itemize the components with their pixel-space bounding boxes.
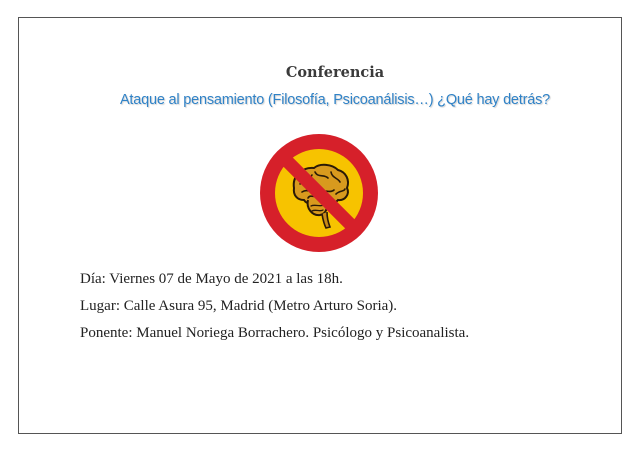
no-brain-prohibition-icon	[260, 134, 378, 252]
document-title: Conferencia	[285, 64, 385, 81]
event-date: Día: Viernes 07 de Mayo de 2021 a las 18h.	[80, 271, 343, 287]
event-place: Lugar: Calle Asura 95, Madrid (Metro Arturo Soria).	[80, 298, 398, 314]
event-speaker: Ponente: Manuel Noriega Borrachero. Psicólogo y Psicoanalista.	[80, 325, 470, 341]
document-subtitle: Ataque al pensamiento (Filosofía, Psicoanálisis…) ¿Qué hay detrás?	[119, 92, 551, 108]
